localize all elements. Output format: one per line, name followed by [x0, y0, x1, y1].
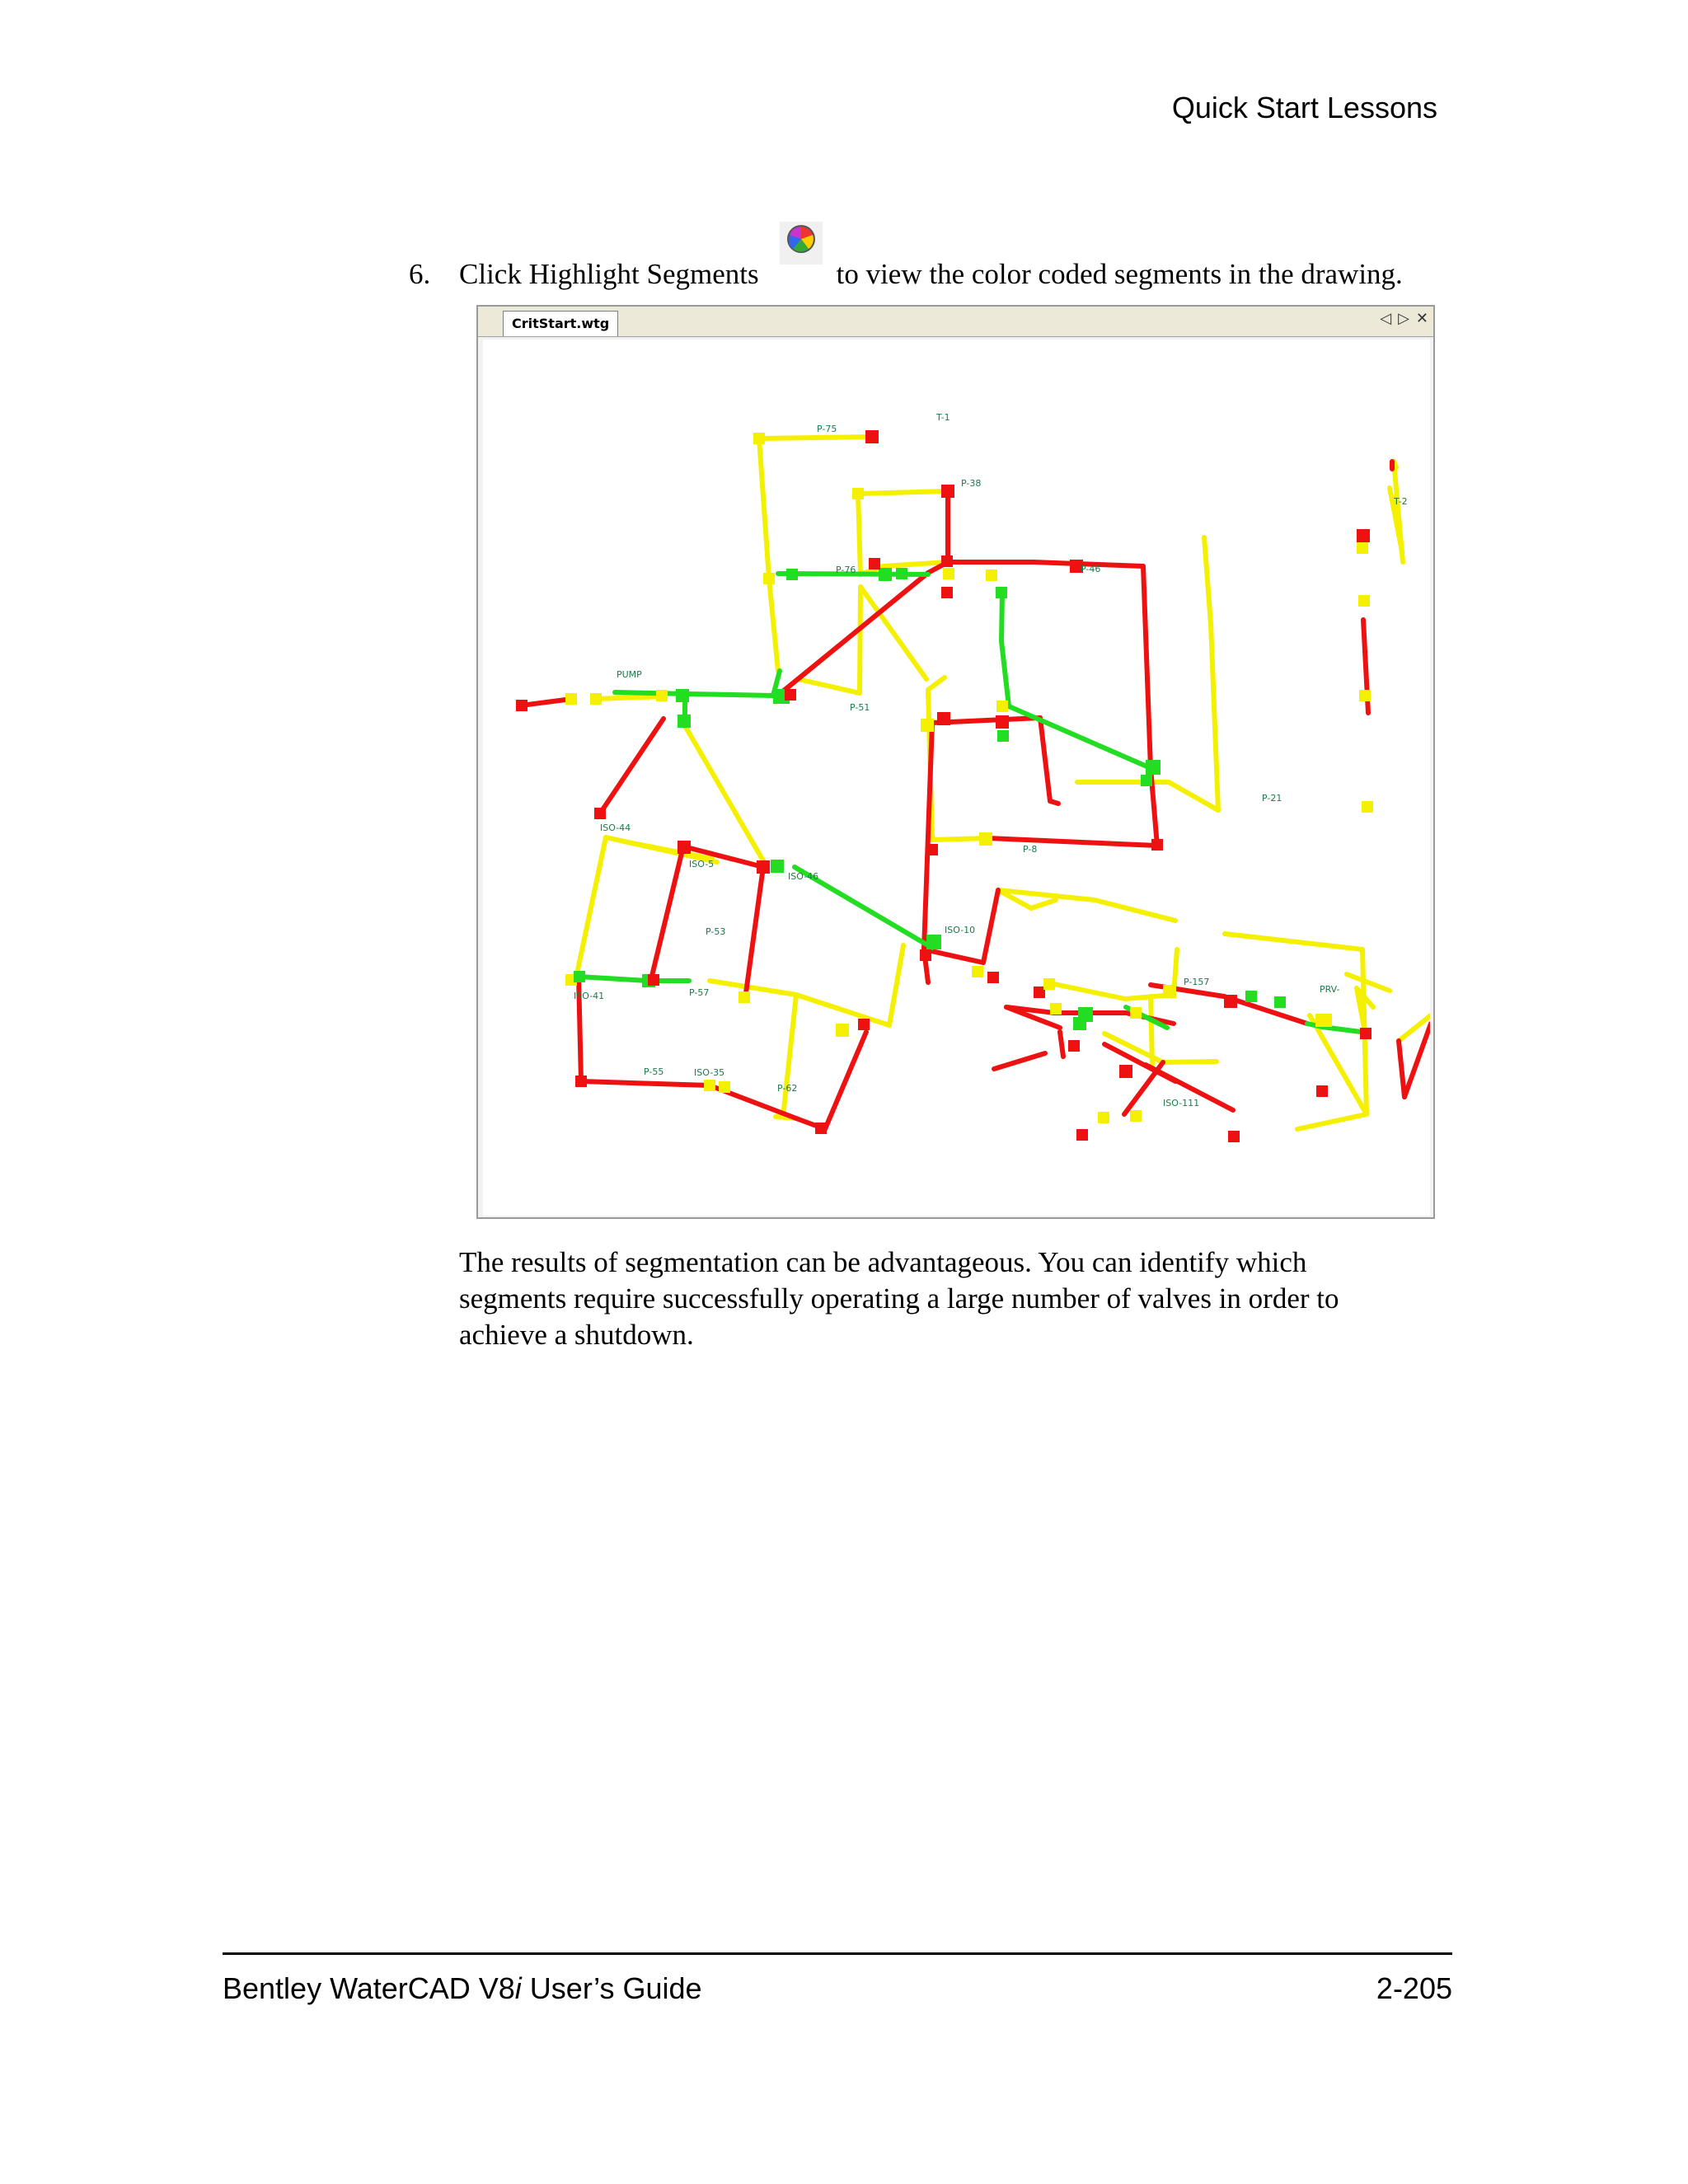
- body-paragraph: The results of segmentation can be advantageous. You can identify which segments require successfully operating a large number of valves in order to achieve a shutdown.: [459, 1246, 1339, 1351]
- label-p75: P-75: [817, 424, 837, 434]
- label-p55: P-55: [644, 1066, 664, 1077]
- green-segments: [579, 574, 1361, 1032]
- label-iso35: ISO-35: [694, 1067, 725, 1078]
- label-t2: T-2: [1394, 496, 1408, 507]
- scroll-left-icon[interactable]: ◁: [1380, 310, 1392, 327]
- network-drawing: [483, 340, 1430, 1216]
- step-6: [409, 244, 1403, 291]
- step-text-before: Click Highlight Segments: [459, 258, 759, 290]
- label-iso41: ISO-41: [574, 991, 605, 1001]
- highlight-segments-icon: [779, 221, 823, 265]
- network-svg: [483, 340, 1430, 1216]
- label-p38: P-38: [961, 478, 982, 489]
- network-nodes: [516, 430, 1373, 1142]
- footer-rule: [223, 1952, 1452, 1955]
- label-p21: P-21: [1262, 793, 1282, 804]
- label-p76: P-76: [836, 565, 856, 575]
- close-icon[interactable]: ✕: [1415, 310, 1428, 327]
- label-p57: P-57: [689, 987, 710, 998]
- label-iso44: ISO-44: [600, 823, 631, 833]
- label-p157: P-157: [1184, 977, 1210, 987]
- label-p46: P-46: [1081, 564, 1101, 574]
- red-segments: [521, 462, 1430, 1129]
- label-iso5: ISO-5: [689, 859, 715, 869]
- footer-guide-title: Bentley WaterCAD V8i User’s Guide: [223, 1971, 702, 2005]
- label-prv: PRV-: [1320, 984, 1340, 995]
- label-p62: P-62: [777, 1083, 798, 1094]
- step-text-after: to view the color coded segments in the drawing.: [836, 258, 1403, 290]
- label-iso10: ISO-10: [945, 925, 976, 935]
- tab-controls: [1373, 310, 1428, 327]
- step-number: 6.: [409, 258, 431, 290]
- label-pump: PUMP: [617, 669, 642, 680]
- watercad-drawing-screenshot: [476, 305, 1435, 1219]
- label-p53: P-53: [706, 926, 726, 937]
- scroll-right-icon[interactable]: ▷: [1398, 310, 1409, 327]
- label-p51: P-51: [850, 702, 870, 713]
- tab-critstart[interactable]: CritStart.wtg: [503, 311, 618, 336]
- label-iso46: ISO-46: [788, 871, 819, 882]
- document-tab-bar: [478, 307, 1433, 337]
- label-iso111: ISO-111: [1163, 1098, 1200, 1108]
- running-header: Quick Start Lessons: [1171, 91, 1437, 124]
- footer-page-number: 2-205: [1376, 1971, 1452, 2005]
- label-t1: T-1: [936, 412, 950, 423]
- yellow-segments: [575, 437, 1430, 1129]
- label-p8: P-8: [1023, 844, 1038, 855]
